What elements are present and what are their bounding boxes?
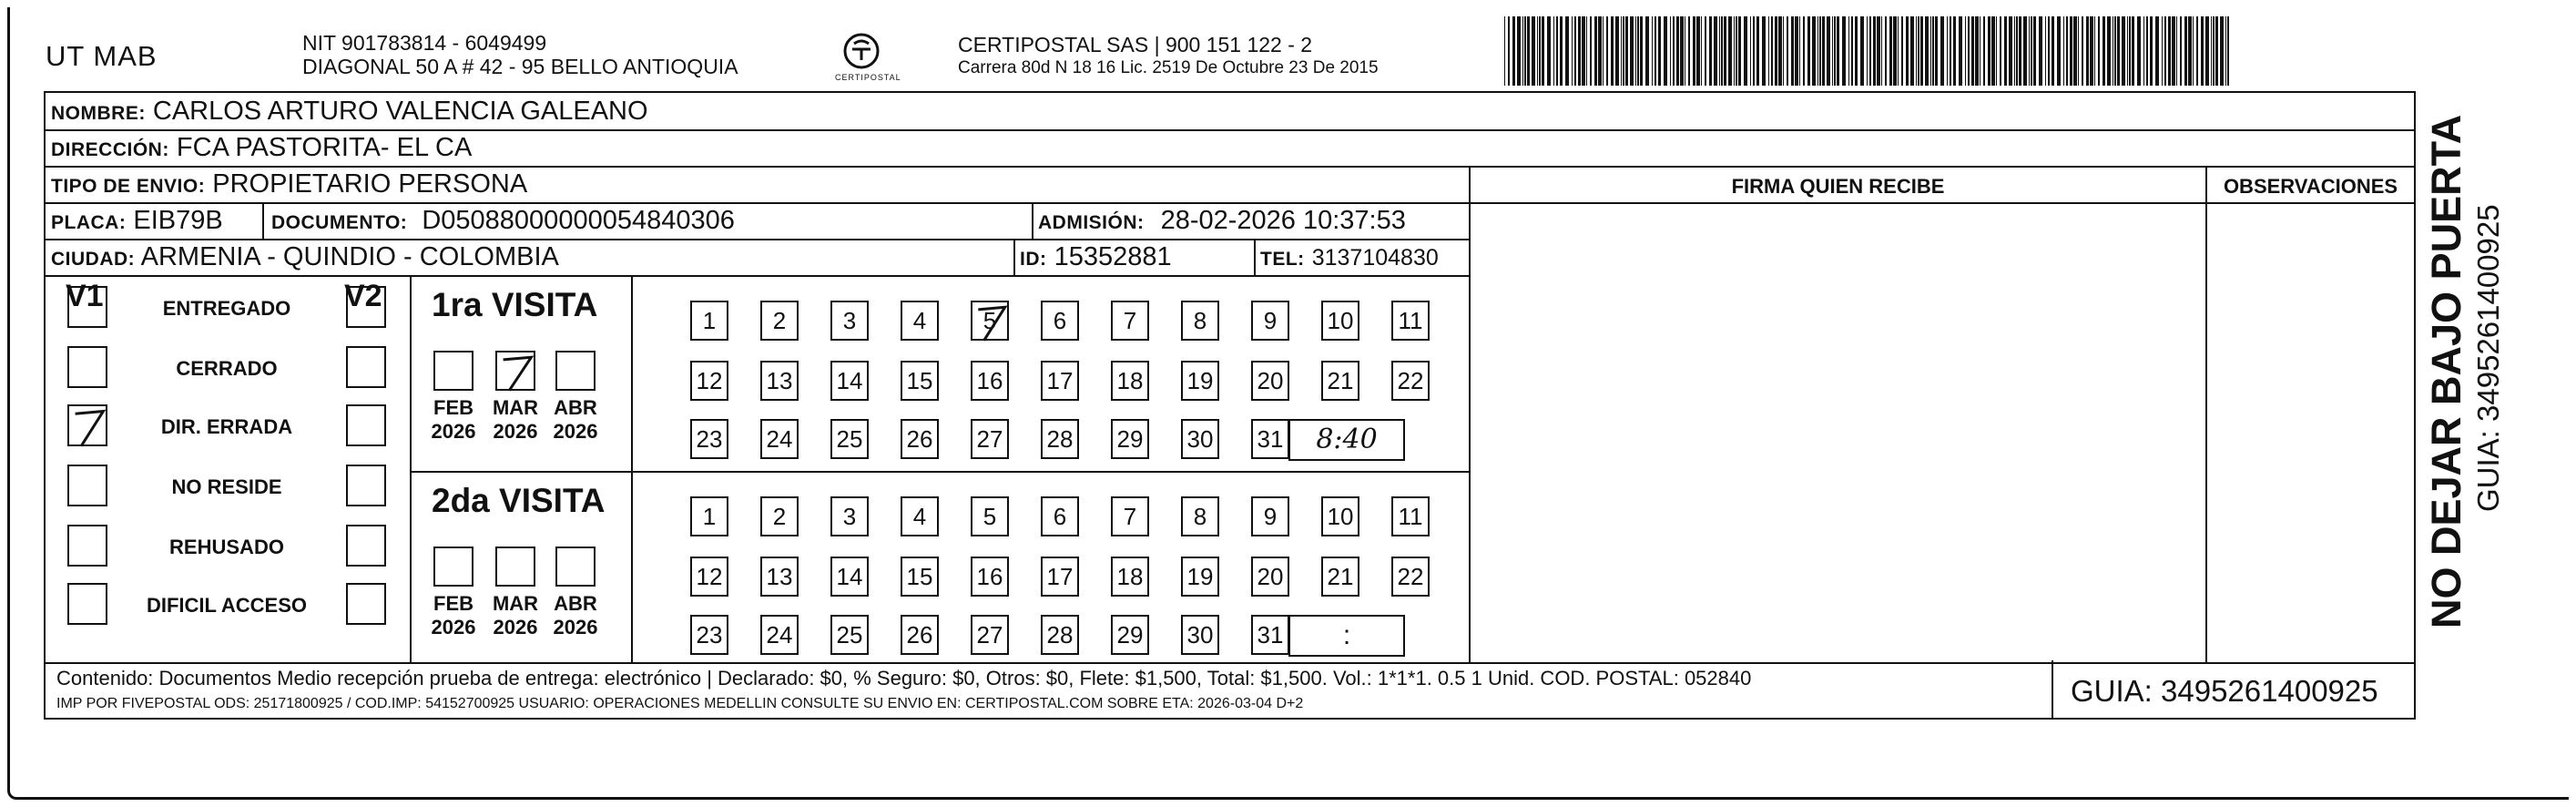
status-label: NO RESIDE bbox=[171, 475, 282, 498]
tel-field bbox=[1260, 242, 1439, 272]
logo-caption: CERTIPOSTAL bbox=[835, 73, 901, 82]
month-label: MAR 2026 bbox=[492, 592, 539, 638]
name-field bbox=[51, 97, 648, 127]
side-guia: GUIA: 3495261400925 bbox=[2471, 204, 2505, 512]
day-box[interactable]: 15 bbox=[901, 361, 939, 401]
company-address: DIAGONAL 50 A # 42 - 95 BELLO ANTIOQUIA bbox=[302, 55, 738, 78]
day-box[interactable]: 16 bbox=[971, 361, 1009, 401]
day-box[interactable]: 5 bbox=[971, 496, 1009, 536]
v1-checkbox[interactable] bbox=[67, 346, 107, 388]
day-box[interactable]: 3 bbox=[830, 301, 869, 341]
v2-checkbox[interactable] bbox=[346, 525, 386, 567]
day-box[interactable]: 21 bbox=[1321, 361, 1359, 401]
day-box[interactable]: 22 bbox=[1391, 557, 1430, 597]
day-box[interactable]: 19 bbox=[1181, 557, 1219, 597]
document-field bbox=[271, 206, 735, 236]
month-label: ABR 2026 bbox=[553, 592, 598, 638]
status-label: ENTREGADO bbox=[162, 297, 291, 320]
day-box[interactable]: 19 bbox=[1181, 361, 1219, 401]
day-box[interactable]: 20 bbox=[1251, 361, 1289, 401]
v1-checkbox[interactable] bbox=[67, 465, 107, 506]
id-label: ID: bbox=[1020, 249, 1047, 270]
day-box[interactable]: 11 bbox=[1391, 496, 1430, 536]
signature-header: FIRMA QUIEN RECIBE bbox=[1731, 175, 1945, 198]
city-value: ARMENIA - QUINDIO - COLOMBIA bbox=[140, 242, 559, 271]
type-value: PROPIETARIO PERSONA bbox=[212, 169, 528, 199]
shipping-form bbox=[44, 91, 2416, 720]
observations-header: OBSERVACIONES bbox=[2223, 175, 2398, 198]
day-box[interactable]: 2 bbox=[760, 301, 799, 341]
visit-title: 2da VISITA bbox=[432, 482, 606, 519]
day-box[interactable]: 10 bbox=[1321, 496, 1359, 536]
month-checkbox[interactable] bbox=[495, 351, 535, 391]
day-box[interactable]: 26 bbox=[901, 419, 939, 459]
day-box[interactable]: 11 bbox=[1391, 301, 1430, 341]
day-box[interactable]: 16 bbox=[971, 557, 1009, 597]
city-label: CIUDAD: bbox=[51, 249, 136, 270]
month-check-mark bbox=[497, 352, 537, 393]
day-box[interactable]: 17 bbox=[1041, 361, 1079, 401]
day-box[interactable]: 8 bbox=[1181, 301, 1219, 341]
day-box[interactable]: 7 bbox=[1111, 301, 1149, 341]
v2-header: V2 bbox=[344, 279, 382, 313]
plate-field bbox=[51, 206, 223, 236]
admission-value: 28-02-2026 10:37:53 bbox=[1160, 206, 1406, 235]
status-label: CERRADO bbox=[176, 357, 278, 380]
type-field bbox=[51, 169, 527, 199]
guia-number: GUIA: 3495261400925 bbox=[2071, 674, 2378, 708]
v1-checkbox[interactable] bbox=[67, 525, 107, 567]
day-box[interactable]: 14 bbox=[830, 557, 869, 597]
day-box[interactable]: 9 bbox=[1251, 496, 1289, 536]
day-box[interactable]: 17 bbox=[1041, 557, 1079, 597]
day-box[interactable]: 30 bbox=[1181, 419, 1219, 459]
status-label: DIR. ERRADA bbox=[160, 415, 293, 438]
day-box[interactable]: 26 bbox=[901, 615, 939, 655]
document-label: DOCUMENTO: bbox=[271, 212, 408, 233]
day-box[interactable]: 7 bbox=[1111, 496, 1149, 536]
v2-checkbox[interactable] bbox=[346, 583, 386, 625]
id-field bbox=[1020, 242, 1172, 272]
day-box[interactable]: 28 bbox=[1041, 419, 1079, 459]
day-box[interactable]: 24 bbox=[760, 615, 799, 655]
day-box[interactable]: 27 bbox=[971, 419, 1009, 459]
v1-check-mark bbox=[69, 406, 109, 448]
day-box[interactable]: 6 bbox=[1041, 496, 1079, 536]
id-value: 15352881 bbox=[1054, 242, 1172, 271]
plate-value: EIB79B bbox=[133, 206, 223, 235]
day-box[interactable]: 25 bbox=[830, 615, 869, 655]
type-label: TIPO DE ENVIO: bbox=[51, 176, 206, 197]
company-name: UT MAB bbox=[46, 40, 158, 72]
month-checkbox[interactable] bbox=[555, 547, 596, 587]
day-box[interactable]: 1 bbox=[690, 496, 728, 536]
visit-title: 1ra VISITA bbox=[432, 286, 598, 323]
day-box[interactable]: 14 bbox=[830, 361, 869, 401]
address-field bbox=[51, 133, 472, 163]
day-box[interactable]: 20 bbox=[1251, 557, 1289, 597]
carrier-address: Carrera 80d N 18 16 Lic. 2519 De Octubre 23 De 2015 bbox=[958, 58, 1379, 77]
tel-value: 3137104830 bbox=[1311, 245, 1439, 271]
day-box[interactable]: 31 bbox=[1251, 615, 1289, 655]
day-box[interactable]: 30 bbox=[1181, 615, 1219, 655]
day-box[interactable]: 5 bbox=[971, 301, 1009, 341]
day-box[interactable]: 25 bbox=[830, 419, 869, 459]
day-box[interactable]: 29 bbox=[1111, 419, 1149, 459]
day-box[interactable]: 27 bbox=[971, 615, 1009, 655]
month-checkbox[interactable] bbox=[433, 351, 473, 391]
day-box[interactable]: 6 bbox=[1041, 301, 1079, 341]
address-label: DIRECCIÓN: bbox=[51, 139, 169, 160]
day-box[interactable]: 18 bbox=[1111, 361, 1149, 401]
month-checkbox[interactable] bbox=[433, 547, 473, 587]
day-check-mark bbox=[972, 302, 1011, 342]
company-nit: NIT 901783814 - 6049499 bbox=[302, 31, 547, 55]
v2-checkbox[interactable] bbox=[346, 346, 386, 388]
day-box[interactable]: 22 bbox=[1391, 361, 1430, 401]
month-label: FEB 2026 bbox=[431, 396, 476, 443]
city-field bbox=[51, 242, 559, 272]
day-box[interactable]: 28 bbox=[1041, 615, 1079, 655]
v1-checkbox[interactable] bbox=[67, 583, 107, 625]
v2-checkbox[interactable] bbox=[346, 404, 386, 446]
day-box[interactable]: 3 bbox=[830, 496, 869, 536]
month-checkbox[interactable] bbox=[555, 351, 596, 391]
month-label: FEB 2026 bbox=[431, 592, 476, 638]
day-box[interactable]: 8 bbox=[1181, 496, 1219, 536]
day-box[interactable]: 2 bbox=[760, 496, 799, 536]
day-box[interactable]: 13 bbox=[760, 557, 799, 597]
day-box[interactable]: 24 bbox=[760, 419, 799, 459]
month-label: MAR 2026 bbox=[492, 396, 539, 443]
visit-time[interactable]: : bbox=[1288, 615, 1405, 657]
day-box[interactable]: 15 bbox=[901, 557, 939, 597]
name-label: NOMBRE: bbox=[51, 103, 146, 124]
day-box[interactable]: 4 bbox=[901, 496, 939, 536]
month-checkbox[interactable] bbox=[495, 547, 535, 587]
carrier-name: CERTIPOSTAL SAS | 900 151 122 - 2 bbox=[958, 33, 1313, 56]
month-label: ABR 2026 bbox=[553, 396, 598, 443]
day-box[interactable]: 29 bbox=[1111, 615, 1149, 655]
print-info: IMP POR FIVEPOSTAL ODS: 25171800925 / COD.IMP: 54152700925 USUARIO: OPERACIONES MEDELLIN CONSULTE SU ENVIO EN: CERTIPOSTAL.COM SOBRE ETA: 2026-03-04 D+2 bbox=[56, 696, 1304, 711]
day-box[interactable]: 1 bbox=[690, 301, 728, 341]
day-box[interactable]: 12 bbox=[690, 361, 728, 401]
v1-header: V1 bbox=[66, 279, 104, 313]
day-box[interactable]: 18 bbox=[1111, 557, 1149, 597]
v1-checkbox[interactable] bbox=[67, 404, 107, 446]
plate-label: PLACA: bbox=[51, 212, 127, 233]
day-box[interactable]: 23 bbox=[690, 615, 728, 655]
v2-checkbox[interactable] bbox=[346, 286, 386, 328]
visit-time[interactable]: 8:40 bbox=[1288, 419, 1405, 461]
v1-checkbox[interactable] bbox=[67, 286, 107, 328]
address-value: FCA PASTORITA- EL CA bbox=[176, 133, 473, 162]
day-box[interactable]: 10 bbox=[1321, 301, 1359, 341]
day-box[interactable]: 4 bbox=[901, 301, 939, 341]
tel-label: TEL: bbox=[1260, 249, 1305, 270]
day-box[interactable]: 21 bbox=[1321, 557, 1359, 597]
content-summary: Contenido: Documentos Medio recepción prueba de entrega: electrónico | Declarado: $0, % Seguro: $0, Otros: $0, Flete: $1,500, Total: $1,500. Vol.: 1*1*1. 0.5 1 Unid. COD. POSTAL: 052840 bbox=[56, 667, 1752, 690]
v2-checkbox[interactable] bbox=[346, 465, 386, 506]
no-dejar-bajo-puerta: NO DEJAR BAJO PUERTA bbox=[2423, 114, 2469, 628]
name-value: CARLOS ARTURO VALENCIA GALEANO bbox=[152, 97, 648, 126]
admission-label: ADMISIÓN: bbox=[1038, 212, 1145, 233]
day-box[interactable]: 31 bbox=[1251, 419, 1289, 459]
certipostal-logo-icon bbox=[841, 31, 881, 71]
side-notice bbox=[2422, 115, 2506, 628]
day-box[interactable]: 12 bbox=[690, 557, 728, 597]
status-label: REHUSADO bbox=[169, 536, 284, 558]
day-box[interactable]: 13 bbox=[760, 361, 799, 401]
day-box[interactable]: 23 bbox=[690, 419, 728, 459]
day-box[interactable]: 9 bbox=[1251, 301, 1289, 341]
document-value: D05088000000054840306 bbox=[422, 206, 735, 235]
status-label: DIFICIL ACCESO bbox=[146, 594, 307, 617]
admission-field bbox=[1038, 206, 1406, 236]
barcode bbox=[1504, 16, 2233, 86]
